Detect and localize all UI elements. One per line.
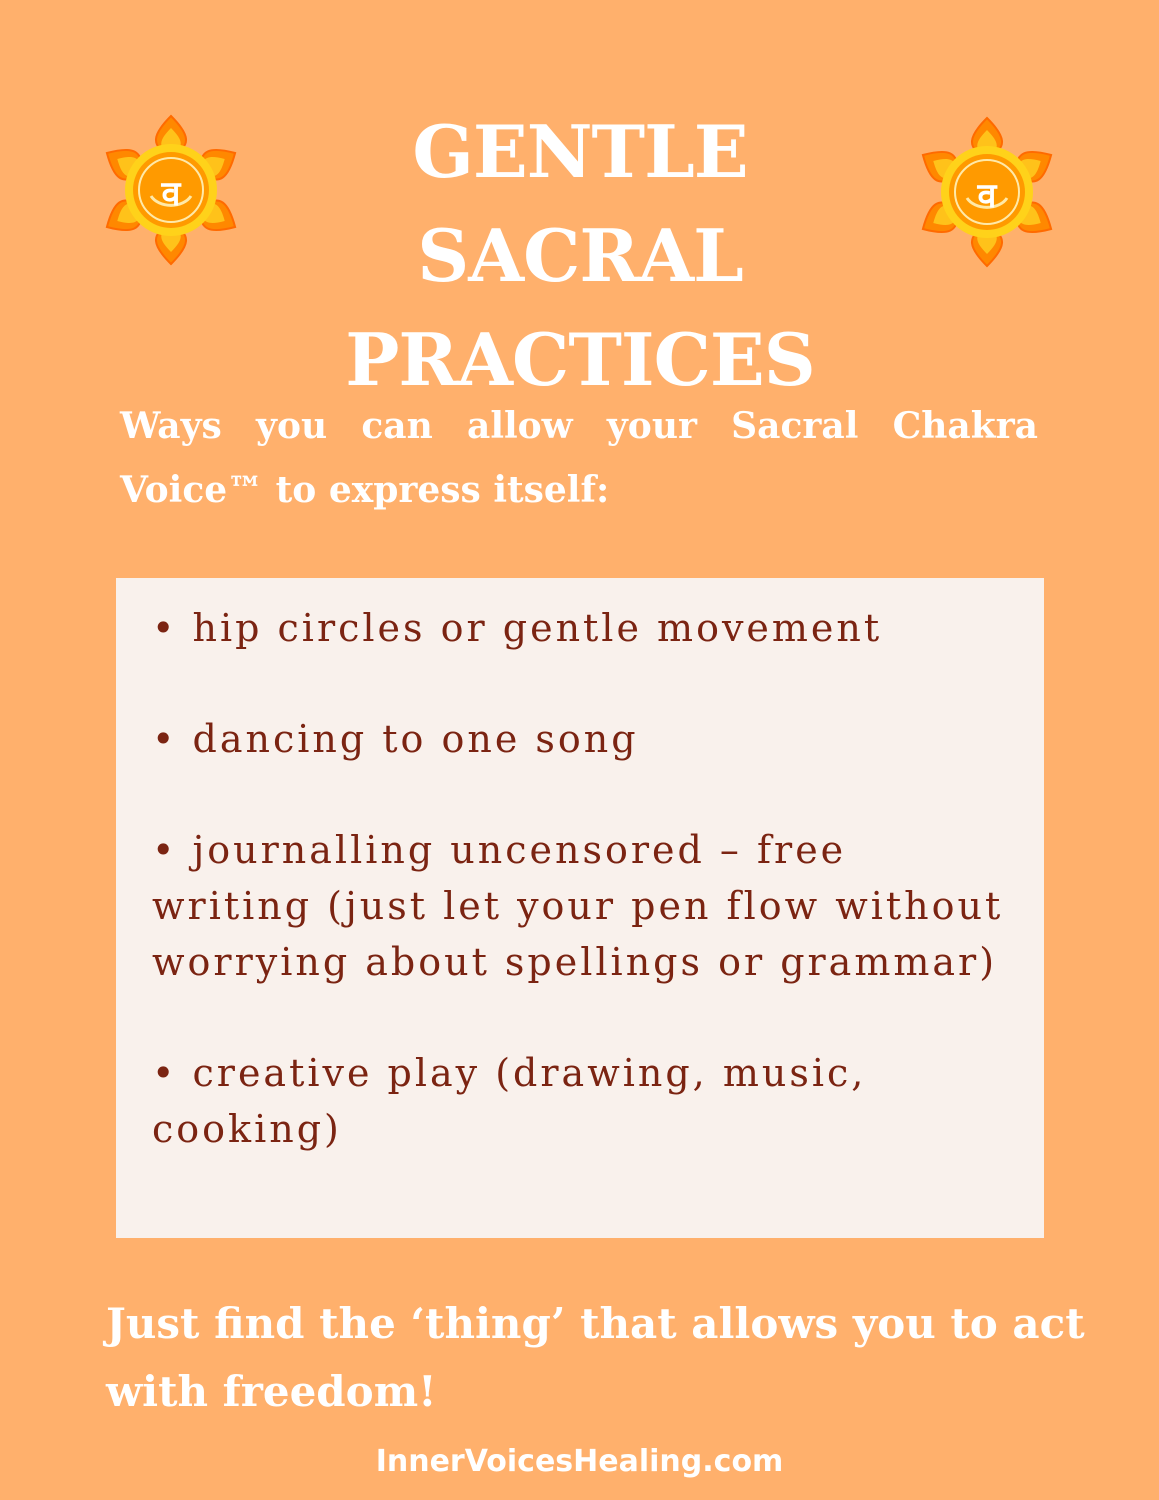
sacral-chakra-lotus-icon — [920, 115, 1054, 269]
title-line-1: GENTLE SACRAL — [412, 109, 748, 298]
list-item: • creative play (drawing, music, cooking) — [152, 1051, 867, 1151]
practices-panel — [116, 578, 1044, 1238]
intro-text: Ways you can allow your Sacral Chakra Voice™ to express itself: — [120, 405, 1038, 511]
practices-list — [152, 600, 1012, 1212]
list-item: • dancing to one song — [152, 717, 639, 761]
chakra-glyph: व — [977, 176, 997, 216]
title-line-2: PRACTICES — [345, 317, 815, 402]
page-title — [240, 100, 920, 412]
sacral-chakra-lotus-icon — [104, 113, 238, 267]
chakra-glyph: व — [161, 174, 181, 214]
website-footer: InnerVoicesHealing.com — [375, 1444, 784, 1479]
list-item: • hip circles or gentle movement — [152, 606, 883, 650]
list-item: • journalling uncensored – free writing (just let your pen flow without worrying about spellings or grammar) — [152, 828, 1004, 984]
closing-statement: Just find the ‘thing’ that allows you to act with freedom! — [106, 1299, 1085, 1416]
